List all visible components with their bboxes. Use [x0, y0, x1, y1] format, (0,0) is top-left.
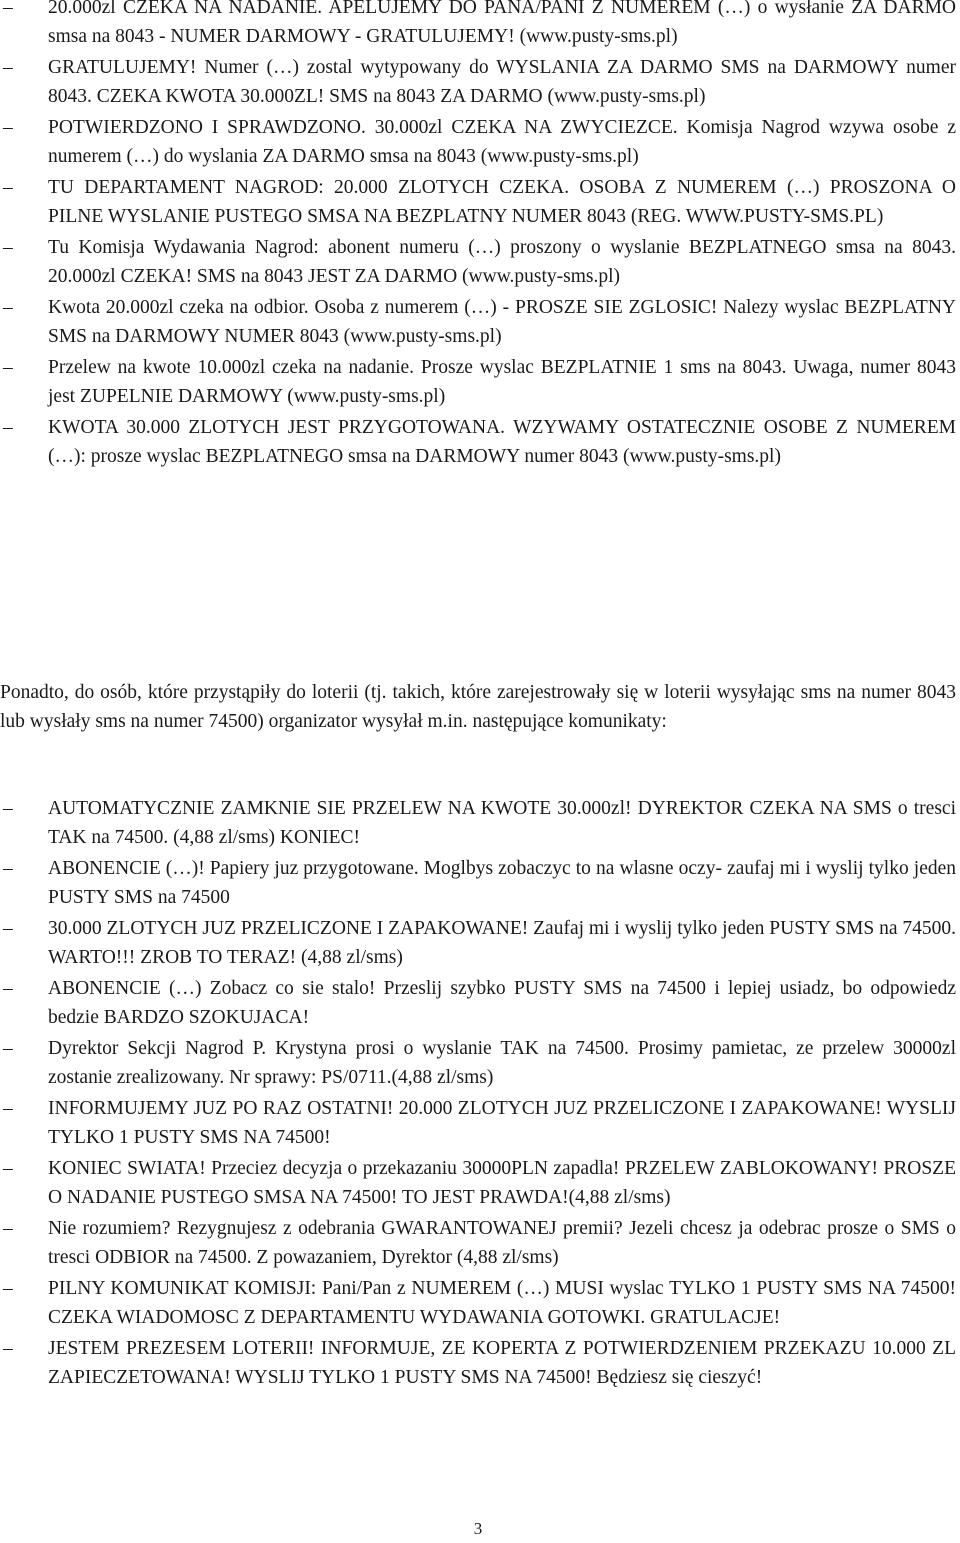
list-item	[0, 1154, 956, 1212]
list-item-text: TU DEPARTAMENT NAGROD: 20.000 ZLOTYCH CZEKA. OSOBA Z NUMEREM (…) PROSZONA O PILNE WYSLANIE PUSTEGO SMSA NA BEZPLATNY NUMER 8043 (REG. WWW.PUSTY-SMS.PL)	[48, 177, 956, 227]
dash-bullet: –	[3, 1278, 13, 1299]
dash-bullet: –	[3, 417, 13, 438]
dash-bullet: –	[3, 237, 13, 258]
list-item	[0, 914, 956, 972]
list-item-text: JESTEM PREZESEM LOTERII! INFORMUJE, ZE KOPERTA Z POTWIERDZENIEM PRZEKAZU 10.000 ZL ZAPIECZETOWANA! WYSLIJ TYLKO 1 PUSTY SMS NA 74500! Będziesz się cieszyć!	[48, 1338, 956, 1388]
dash-bullet: –	[3, 1098, 13, 1119]
list-item	[0, 413, 956, 471]
list-item-text: Tu Komisja Wydawania Nagrod: abonent numeru (…) proszony o wyslanie BEZPLATNEGO smsa na 8043. 20.000zl CZEKA! SMS na 8043 JEST ZA DARMO (www.pusty-sms.pl)	[48, 237, 956, 287]
list-item	[0, 1274, 956, 1332]
dash-bullet: –	[3, 1218, 13, 1239]
list-item	[0, 1094, 956, 1152]
list-item-text: 30.000 ZLOTYCH JUZ PRZELICZONE I ZAPAKOWANE! Zaufaj mi i wyslij tylko jeden PUSTY SMS na 74500. WARTO!!! ZROB TO TERAZ! (4,88 zl/sms)	[48, 918, 956, 968]
list-item-text: GRATULUJEMY! Numer (…) zostal wytypowany do WYSLANIA ZA DARMO SMS na DARMOWY numer 8043. CZEKA KWOTA 30.000ZL! SMS na 8043 ZA DARMO (www.pusty-sms.pl)	[48, 57, 956, 107]
list-item-text: KONIEC SWIATA! Przeciez decyzja o przekazaniu 30000PLN zapadla! PRZELEW ZABLOKOWANY! PROSZE O NADANIE PUSTEGO SMSA NA 74500! TO JEST PRAWDA!(4,88 zl/sms)	[48, 1158, 956, 1208]
dash-bullet: –	[3, 1038, 13, 1059]
list-item	[0, 353, 956, 411]
body-paragraph: Ponadto, do osób, które przystąpiły do loterii (tj. takich, które zarejestrowały się w loterii wysyłając sms na numer 8043 lub wysłały sms na numer 74500) organizator wysyłał m.in. następujące komunikaty:	[0, 682, 956, 732]
list-item-text: POTWIERDZONO I SPRAWDZONO. 30.000zl CZEKA NA ZWYCIEZCE. Komisja Nagrod wzywa osobe z numerem (…) do wyslania ZA DARMO smsa na 8043 (www.pusty-sms.pl)	[48, 117, 956, 167]
list-item-text: Kwota 20.000zl czeka na odbior. Osoba z numerem (…) - PROSZE SIE ZGLOSIC! Nalezy wyslac BEZPLATNY SMS na DARMOWY NUMER 8043 (www.pusty-sms.pl)	[48, 297, 956, 347]
list-item-text: AUTOMATYCZNIE ZAMKNIE SIE PRZELEW NA KWOTE 30.000zl! DYREKTOR CZEKA NA SMS o tresci TAK na 74500. (4,88 zl/sms) KONIEC!	[48, 798, 956, 848]
list-item-text: 20.000zl CZEKA NA NADANIE. APELUJEMY DO PANA/PANI Z NUMEREM (…) o wysłanie ZA DARMO smsa na 8043 - NUMER DARMOWY - GRATULUJEMY! (www.pusty-sms.pl)	[48, 0, 956, 47]
dash-bullet: –	[3, 918, 13, 939]
dash-bullet: –	[3, 1338, 13, 1359]
list-item	[0, 854, 956, 912]
list-item	[0, 233, 956, 291]
dash-bullet: –	[3, 357, 13, 378]
page-number: 3	[473, 1519, 483, 1538]
dash-bullet: –	[3, 1158, 13, 1179]
list-item-text: ABONENCIE (…) Zobacz co sie stalo! Przeslij szybko PUSTY SMS na 74500 i lepiej usiadz, bo odpowiedz bedzie BARDZO SZOKUJACA!	[48, 978, 956, 1028]
dash-bullet: –	[3, 297, 13, 318]
list-item	[0, 53, 956, 111]
list-item	[0, 293, 956, 351]
dash-bullet: –	[3, 117, 13, 138]
list-item-text: KWOTA 30.000 ZLOTYCH JEST PRZYGOTOWANA. WZYWAMY OSTATECZNIE OSOBE Z NUMEREM (…): prosze wyslac BEZPLATNEGO smsa na DARMOWY numer 8043 (www.pusty-sms.pl)	[48, 417, 956, 467]
list-item	[0, 0, 956, 51]
message-list-74500	[0, 794, 956, 1394]
dash-bullet: –	[3, 0, 13, 18]
dash-bullet: –	[3, 978, 13, 999]
dash-bullet: –	[3, 798, 13, 819]
list-item	[0, 794, 956, 852]
dash-bullet: –	[3, 858, 13, 879]
list-item	[0, 173, 956, 231]
dash-bullet: –	[3, 177, 13, 198]
list-item	[0, 1034, 956, 1092]
message-list-8043	[0, 0, 956, 473]
list-item-text: ABONENCIE (…)! Papiery juz przygotowane. Moglbys zobaczyc to na wlasne oczy- zaufaj mi i wyslij tylko jeden PUSTY SMS na 74500	[48, 858, 956, 908]
list-item-text: Dyrektor Sekcji Nagrod P. Krystyna prosi o wyslanie TAK na 74500. Prosimy pamietac, ze przelew 30000zl zostanie zrealizowany. Nr sprawy: PS/0711.(4,88 zl/sms)	[48, 1038, 956, 1088]
list-item-text: INFORMUJEMY JUZ PO RAZ OSTATNI! 20.000 ZLOTYCH JUZ PRZELICZONE I ZAPAKOWANE! WYSLIJ TYLKO 1 PUSTY SMS NA 74500!	[48, 1098, 956, 1148]
list-item-text: Przelew na kwote 10.000zl czeka na nadanie. Prosze wyslac BEZPLATNIE 1 sms na 8043. Uwaga, numer 8043 jest ZUPELNIE DARMOWY (www.pusty-sms.pl)	[48, 357, 956, 407]
list-item-text: PILNY KOMUNIKAT KOMISJI: Pani/Pan z NUMEREM (…) MUSI wyslac TYLKO 1 PUSTY SMS NA 74500! CZEKA WIADOMOSC Z DEPARTAMENTU WYDAWANIA GOTOWKI. GRATULACJE!	[48, 1278, 956, 1328]
list-item	[0, 974, 956, 1032]
list-item	[0, 113, 956, 171]
list-item	[0, 1334, 956, 1392]
dash-bullet: –	[3, 57, 13, 78]
list-item	[0, 1214, 956, 1272]
list-item-text: Nie rozumiem? Rezygnujesz z odebrania GWARANTOWANEJ premii? Jezeli chcesz ja odebrac prosze o SMS o tresci ODBIOR na 74500. Z powazaniem, Dyrektor (4,88 zl/sms)	[48, 1218, 956, 1268]
